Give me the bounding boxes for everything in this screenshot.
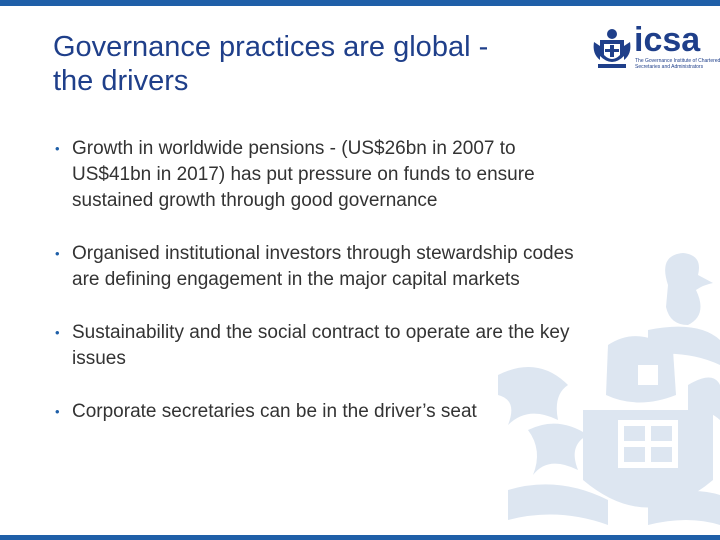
bullet-4-line-1: Corporate secretaries can be in the driver’s seat bbox=[72, 401, 477, 422]
slide-title-line-2: the drivers bbox=[53, 65, 189, 97]
bullet-2-line-1: Organised institutional investors through stewardship codes bbox=[72, 243, 574, 264]
bullet-marker: • bbox=[55, 141, 60, 156]
list-item bbox=[55, 241, 665, 293]
icsa-logo bbox=[592, 21, 720, 76]
bullet-list bbox=[55, 136, 665, 425]
top-accent-bar bbox=[0, 0, 720, 6]
list-item bbox=[55, 136, 665, 214]
logo-tagline-line-1: The Governance Institute of Chartered bbox=[635, 58, 720, 64]
bullet-1-line-3: sustained growth through good governance bbox=[72, 190, 438, 211]
slide-title bbox=[53, 30, 573, 98]
logo-tagline bbox=[635, 58, 720, 70]
slide-title-line-1: Governance practices are global - bbox=[53, 31, 489, 63]
logo-wordmark: icsa bbox=[634, 21, 701, 59]
list-item bbox=[55, 399, 665, 425]
logo-tagline-line-2: Secretaries and Administrators bbox=[635, 64, 704, 70]
bullet-marker: • bbox=[55, 325, 60, 340]
bullet-2-line-2: are defining engagement in the major capital markets bbox=[72, 269, 520, 290]
bottom-accent-bar bbox=[0, 535, 720, 540]
bullet-3-line-2: issues bbox=[72, 348, 126, 369]
bullet-marker: • bbox=[55, 404, 60, 419]
crest-icon bbox=[592, 26, 632, 72]
bullet-marker: • bbox=[55, 246, 60, 261]
bullet-1-line-2: US$41bn in 2017) has put pressure on funds to ensure bbox=[72, 164, 535, 185]
list-item bbox=[55, 320, 665, 372]
bullet-3-line-1: Sustainability and the social contract to operate are the key bbox=[72, 322, 570, 343]
bullet-1-line-1: Growth in worldwide pensions - (US$26bn in 2007 to bbox=[72, 138, 516, 159]
